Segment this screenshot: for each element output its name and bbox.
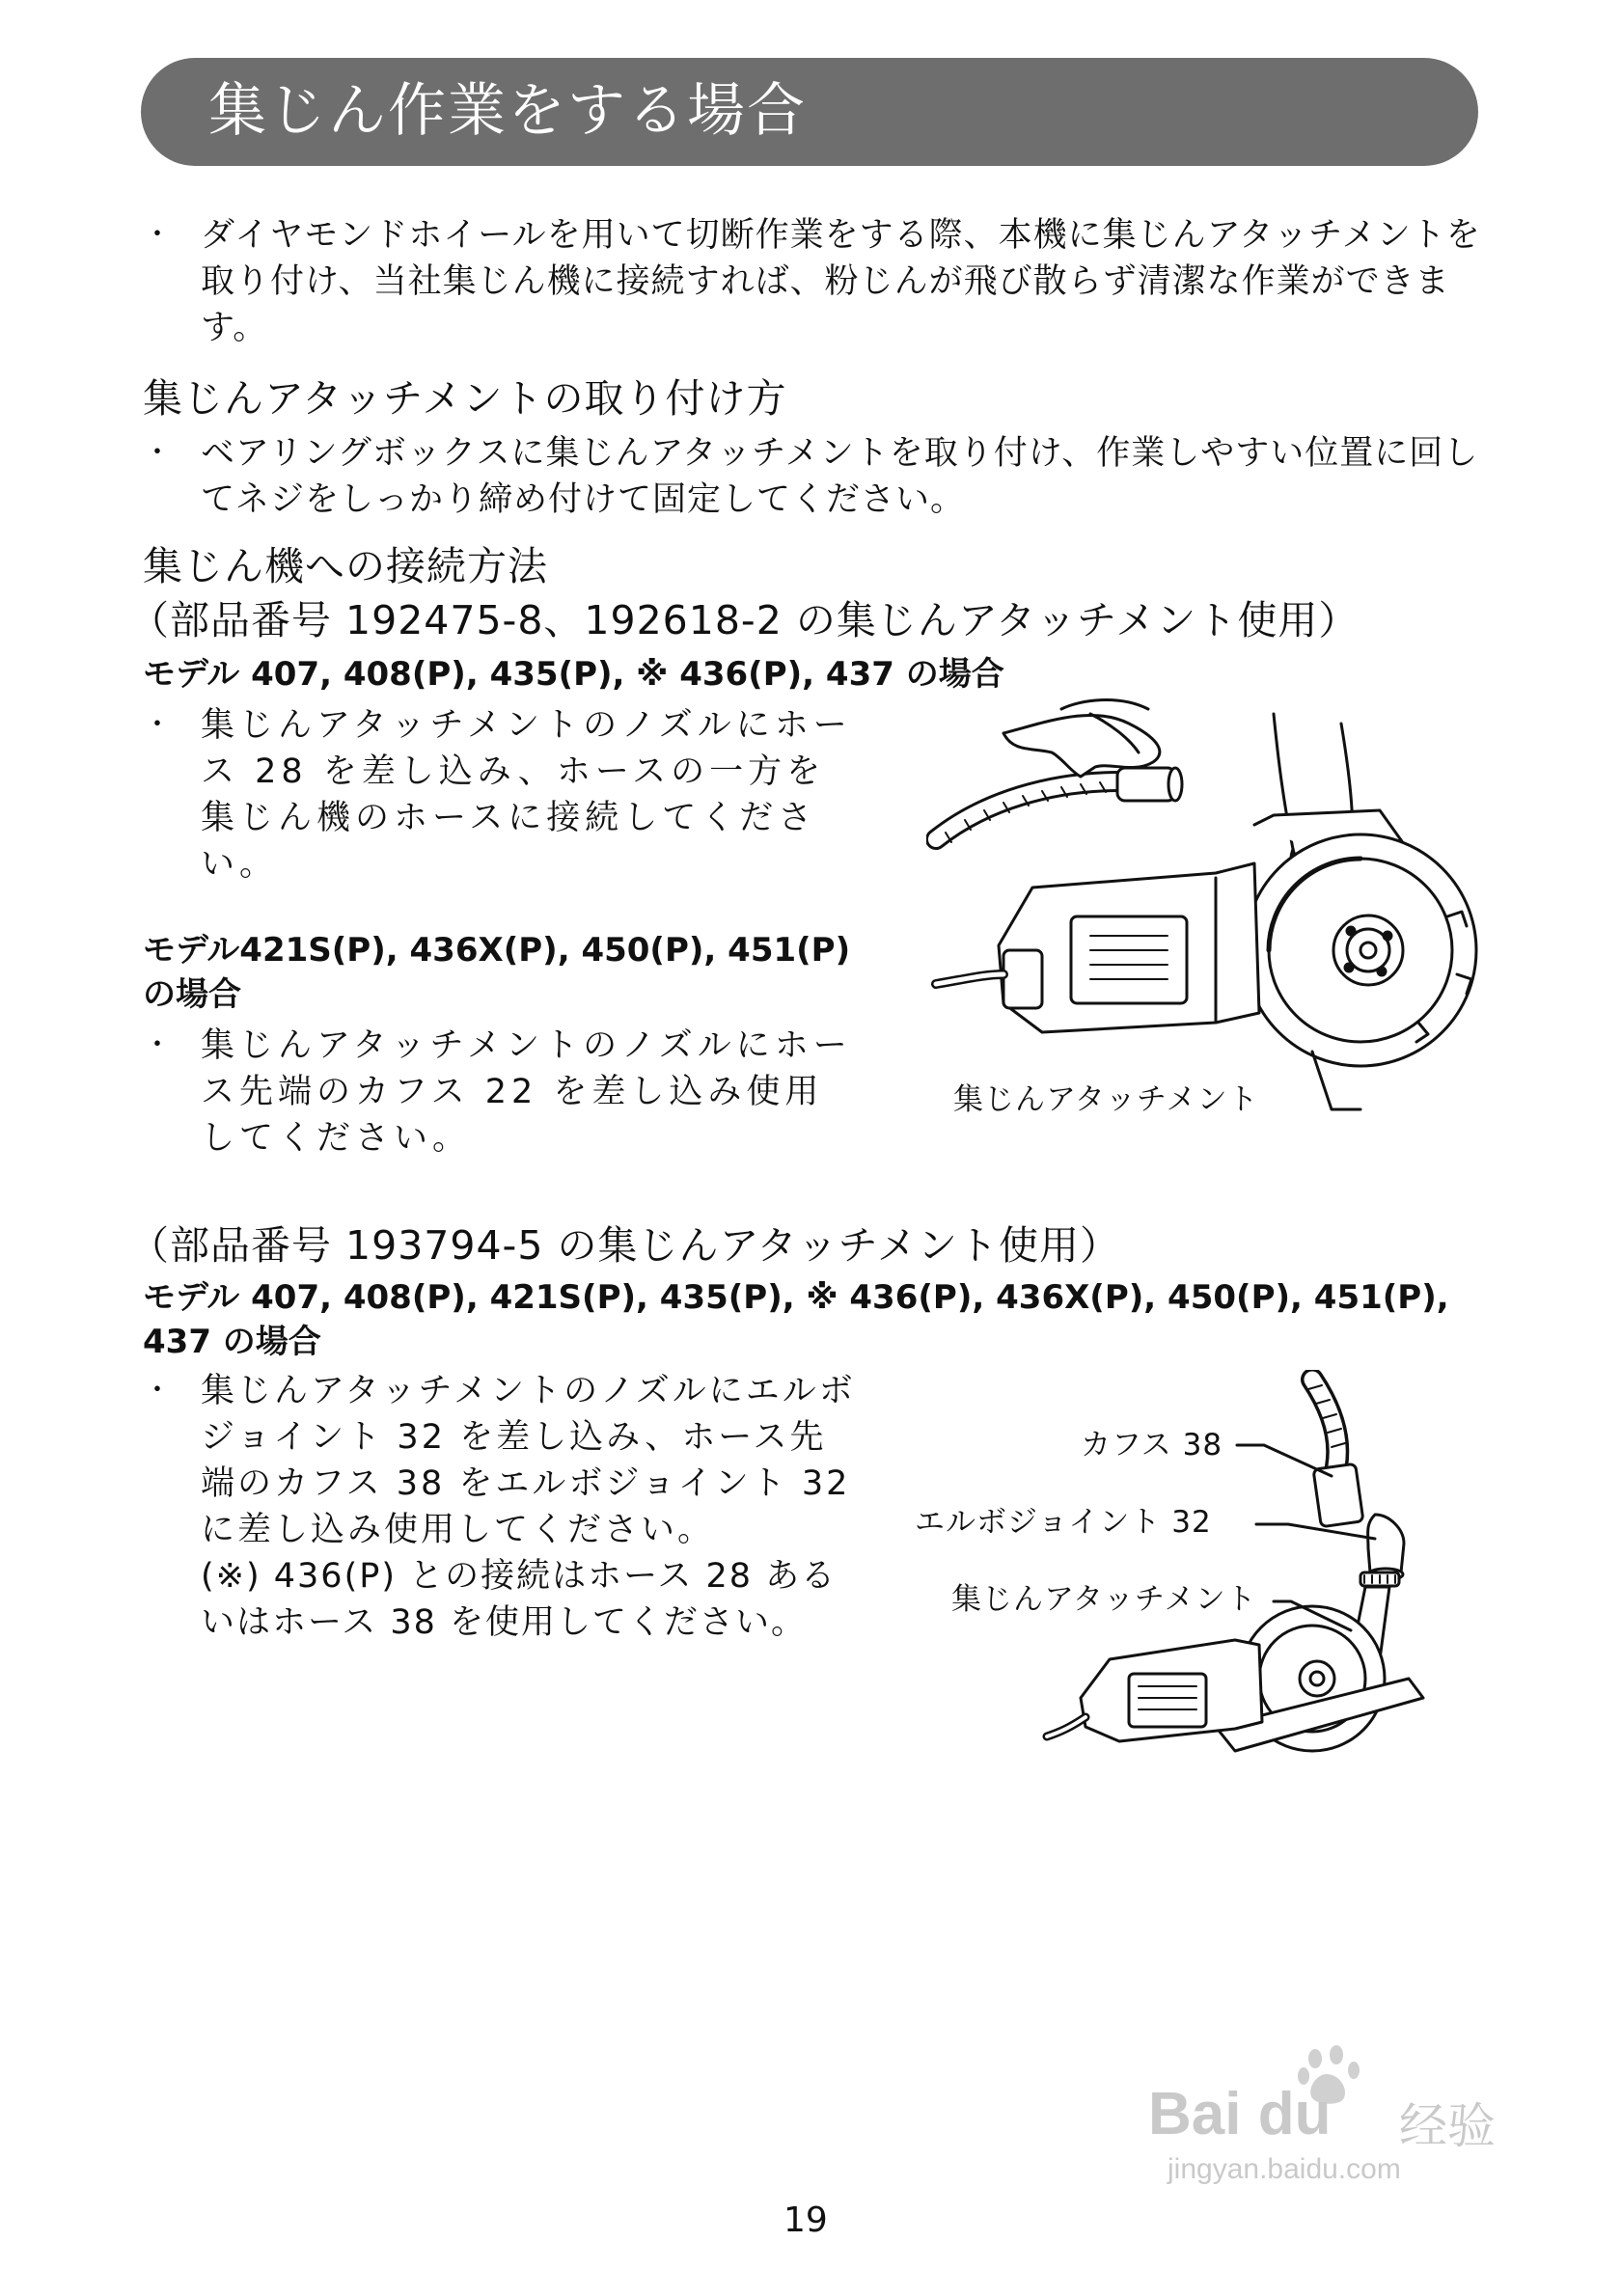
watermark-brand-cn: 经验 — [1399, 2098, 1496, 2154]
mount-bullet — [143, 430, 1484, 527]
connect2-note: (※) 436(P) との接続はホース 28 あるいはホース 38 を使用してください。 — [201, 1557, 838, 1642]
connect2-subheading: （部品番号 193794-5 の集じんアタッチメント使用） — [129, 1222, 1120, 1269]
figure-2-attachment-label: 集じんアタッチメント — [951, 1582, 1257, 1617]
watermark-url: jingyan.baidu.com — [1168, 2153, 1401, 2185]
figure-grinder-hose — [926, 695, 1496, 1138]
bullet-marker: ・ — [143, 1374, 172, 1408]
connect-subheading: （部品番号 192475-8、192618-2 の集じんアタッチメント使用） — [129, 597, 1360, 643]
watermark — [1148, 2045, 1553, 2185]
connect-text-2: 集じんアタッチメントのノズルにホース先端のカフス 22 を差し込み使用してください。 — [201, 1026, 852, 1158]
intro-bullet — [143, 212, 1484, 357]
connect-bullet-2 — [143, 1023, 857, 1167]
section-title-bar — [141, 58, 1478, 166]
connect-text-1: 集じんアタッチメントのノズルにホース 28 を差し込み、ホースの一方を集じん機のホースに接続してください。 — [201, 706, 852, 884]
model-line-1: モデル 407, 408(P), 435(P), ※ 436(P), 437 の場合 — [143, 655, 1004, 694]
intro-text: ダイヤモンドホイールを用いて切断作業をする際、本機に集じんアタッチメントを取り付け、当社集じん機に接続すれば、粉じんが飛び散らず清潔な作業ができます。 — [201, 216, 1481, 347]
model-line-3: モデル 407, 408(P), 421S(P), 435(P), ※ 436(P), 436X(P), 450(P), 451(P), 437 の場合 — [143, 1278, 1449, 1361]
mount-heading: 集じんアタッチメントの取り付け方 — [143, 375, 787, 422]
bullet-marker: ・ — [143, 708, 172, 742]
watermark-brand: Bai du — [1148, 2081, 1332, 2147]
figure-2-elbow-label: エルボジョイント 32 — [915, 1505, 1212, 1540]
bullet-marker: ・ — [143, 218, 172, 252]
connect2-bullet — [143, 1368, 857, 1657]
bullet-marker: ・ — [143, 1028, 172, 1062]
mount-text: ベアリングボックスに集じんアタッチメントを取り付け、作業しやすい位置に回してネジをしっかり締め付けて固定してください。 — [201, 434, 1479, 519]
page-title: 集じん作業をする場合 — [208, 77, 807, 145]
figure-2-cuff-label: カフス 38 — [1081, 1428, 1223, 1462]
connect2-text: 集じんアタッチメントのノズルにエルボジョイント 32 を差し込み、ホース先端のカフス 38 をエルボジョイント 32 に差し込み使用してください。 — [201, 1372, 856, 1549]
connect-bullet-1 — [143, 702, 857, 895]
figure-1-attachment-label: 集じんアタッチメント — [953, 1082, 1259, 1117]
model-line-2: モデル421S(P), 436X(P), 450(P), 451(P)の場合 — [143, 931, 851, 1014]
bullet-marker: ・ — [143, 436, 172, 470]
connect-heading: 集じん機への接続方法 — [143, 543, 548, 589]
page-number: 19 — [783, 2200, 828, 2240]
